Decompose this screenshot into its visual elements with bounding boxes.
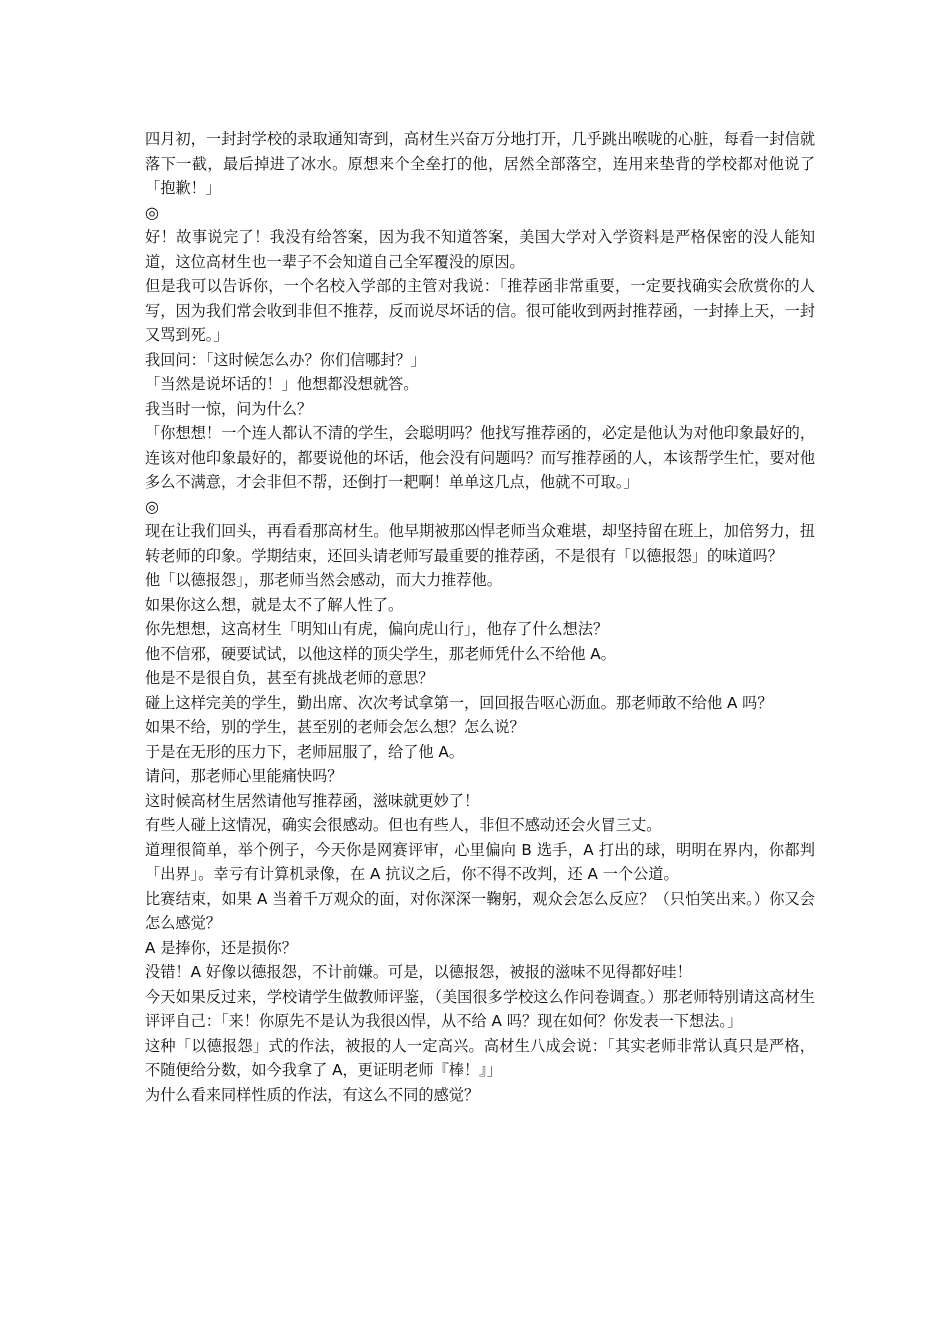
paragraph: 我回问：「这时候怎么办？你们信哪封？」	[145, 350, 426, 369]
paragraph: 这时候高材生居然请他写推荐函，滋味就更妙了！	[145, 791, 480, 810]
paragraph: 有些人碰上这情况，确实会很感动。但也有些人，非但不感动还会火冒三丈。	[145, 816, 662, 834]
paragraph: 「当然是说坏话的！」他想都没想就答。	[145, 375, 419, 393]
paragraph: 你先想想，这高材生「明知山有虎，偏向虎山行」，他存了什么想法？	[145, 620, 609, 638]
paragraph: 比赛结束，如果 A 当着千万观众的面，对你深深一鞠躬，观众会怎么反应？（只怕笑出来。）你又会怎么感觉？	[145, 889, 815, 932]
section-separator: ◎	[145, 202, 159, 222]
paragraph: 碰上这样完美的学生，勤出席、次次考试拿第一，回回报告呕心沥血。那老师敢不给他 A 吗？	[145, 693, 773, 712]
paragraph: 今天如果反过来，学校请学生做教师评鉴，（美国很多学校这么作问卷调查。）那老师特别请这高材生评评自己：「来！你原先不是认为我很凶悍，从不给 A 吗？现在如何？你发表一下想法。」	[145, 987, 815, 1030]
document-body	[145, 127, 815, 1107]
paragraph: 好！故事说完了！我没有给答案，因为我不知道答案，美国大学对入学资料是严格保密的没人能知道，这位高材生也一辈子不会知道自己全军覆没的原因。	[145, 228, 815, 271]
paragraph: 我当时一惊，问为什么？	[145, 399, 313, 418]
paragraph: 「你想想！一个连人都认不清的学生，会聪明吗？他找写推荐函的，必定是他认为对他印象最好的，连该对他印象最好的，都要说他的坏话，他会没有问题吗？而写推荐函的人，本该帮学生忙，要对他多么不满意，才会非但不帮，还倒打一耙啊！单单这几点，他就不可取。」	[145, 424, 815, 491]
paragraph: 他不信邪，硬要试试，以他这样的顶尖学生，那老师凭什么不给他 A。	[145, 644, 616, 663]
paragraph: 他「以德报怨」，那老师当然会感动，而大力推荐他。	[145, 571, 502, 589]
paragraph: 为什么看来同样性质的作法，有这么不同的感觉？	[145, 1085, 480, 1104]
section-separator: ◎	[145, 496, 159, 516]
paragraph: 四月初，一封封学校的录取通知寄到，高材生兴奋万分地打开，几乎跳出喉咙的心脏，每看一封信就落下一截，最后掉进了冰水。原想来个全垒打的他，居然全部落空，连用来垫背的学校都对他说了「抱歉！」	[145, 130, 815, 197]
paragraph: 没错！A 好像以德报怨，不计前嫌。可是，以德报怨，被报的滋味不见得都好哇！	[145, 963, 692, 981]
paragraph: 如果不给，别的学生，甚至别的老师会怎么想？怎么说？	[145, 718, 525, 736]
paragraph: 现在让我们回头，再看看那高材生。他早期被那凶悍老师当众难堪，却坚持留在班上，加倍努力，扭转老师的印象。学期结束，还回头请老师写最重要的推荐函，不是很有「以德报怨」的味道吗？	[145, 522, 815, 565]
paragraph: 道理很简单，举个例子，今天你是网赛评审，心里偏向 B 选手，A 打出的球，明明在界内，你都判「出界」。幸亏有计算机录像，在 A 抗议之后，你不得不改判，还 A 一个公道。	[145, 840, 815, 883]
paragraph: 这种「以德报怨」式的作法，被报的人一定高兴。高材生八成会说：「其实老师非常认真只是严格，不随便给分数，如今我拿了 A，更证明老师『棒！』」	[145, 1036, 815, 1079]
paragraph: 请问，那老师心里能痛快吗？	[145, 767, 343, 785]
paragraph: A 是捧你，还是损你？	[145, 938, 297, 957]
paragraph: 于是在无形的压力下，老师屈服了，给了他 A。	[145, 742, 464, 761]
paragraph: 他是不是很自负，甚至有挑战老师的意思？	[145, 669, 434, 687]
paragraph: 但是我可以告诉你，一个名校入学部的主管对我说：「推荐函非常重要，一定要找确实会欣赏你的人写，因为我们常会收到非但不推荐，反而说尽坏话的信。很可能收到两封推荐函，一封捧上天，一封又骂到死。」	[145, 277, 815, 344]
paragraph: 如果你这么想，就是太不了解人性了。	[145, 595, 404, 614]
